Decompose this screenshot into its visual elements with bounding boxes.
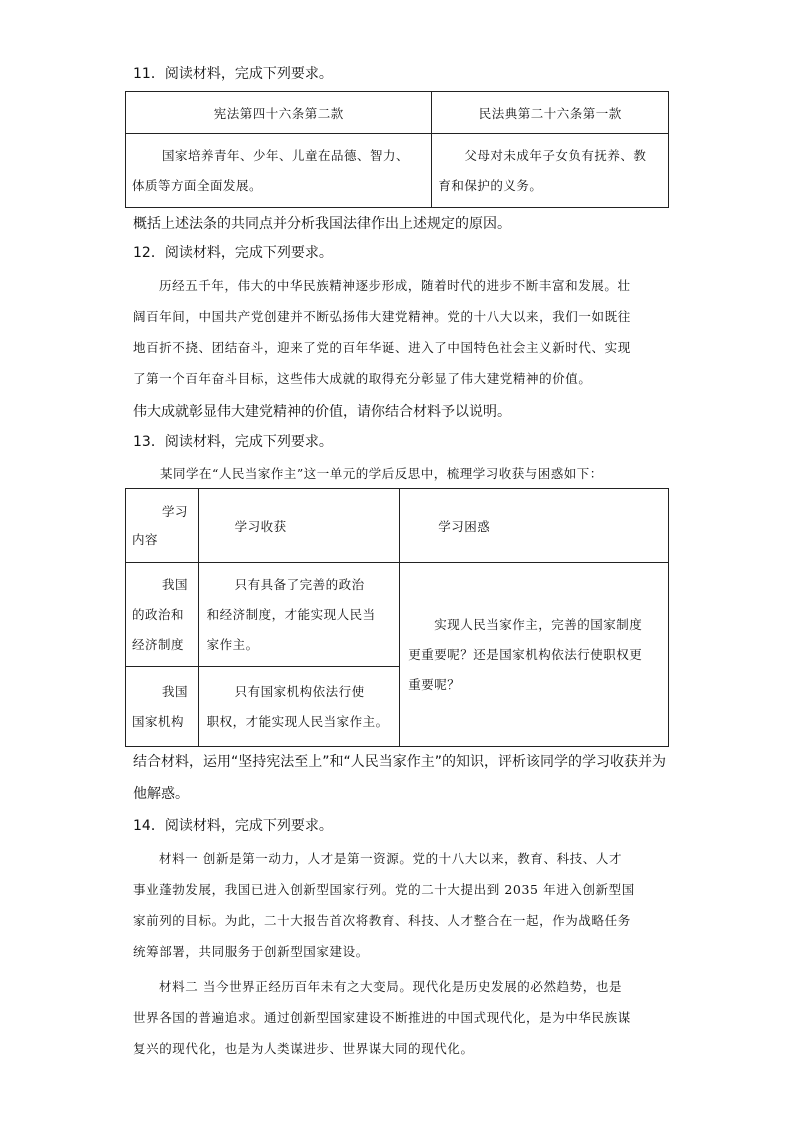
q13-row2-content-line: 我国 <box>162 683 189 699</box>
q13-heading: 13．阅读材料，完成下列要求。 <box>133 434 333 450</box>
q13-doubt-line: 实现人民当家作主，完善的国家制度 <box>434 616 643 632</box>
q12-line: 阔百年间，中国共产党创建并不断弘扬伟大建党精神。党的十八大以来，我们一如既往 <box>133 309 631 324</box>
q13-header-content-line1: 学习 <box>162 503 189 519</box>
q13-question-line2: 他解惑。 <box>133 786 189 802</box>
q13-header-content-line2: 内容 <box>132 531 159 547</box>
q12-line: 地百折不挠、团结奋斗，迎来了党的百年华诞、进入了中国特色社会主义新时代、实现 <box>133 340 631 355</box>
q13-row2-content-line: 国家机构 <box>132 713 185 729</box>
q11-col1-line2: 体质等方面全面发展。 <box>132 177 263 193</box>
q13-row1-content-line: 的政治和 <box>132 606 185 622</box>
q13-header-gain: 学习收获 <box>198 489 400 563</box>
q13-doubt-line: 重要呢？ <box>408 676 461 692</box>
q12-heading: 12．阅读材料，完成下列要求。 <box>133 245 333 261</box>
q13-row2-gain-line: 职权，才能实现人民当家作主。 <box>206 713 389 729</box>
q14-material2-line: 材料二 当今世界正经历百年未有之大变局。现代化是历史发展的必然趋势，也是 <box>159 979 623 994</box>
q13-row2-gain-line: 只有国家机构依法行使 <box>234 683 365 699</box>
q14-material2 <box>133 971 663 1064</box>
q14-material1-line: 材料一 创新是第一动力，人才是第一资源。党的十八大以来，教育、科技、人才 <box>159 851 623 866</box>
q13-row1-content-line: 我国 <box>162 576 189 592</box>
q13-row1-gain-line: 只有具备了完善的政治 <box>234 576 365 592</box>
q12-line: 了第一个百年奋斗目标，这些伟大成就的取得充分彰显了伟大建党精神的价值。 <box>133 371 592 386</box>
q11-col2-line1: 父母对未成年子女负有抚养、教 <box>464 147 647 163</box>
q13-doubt-cell <box>400 563 669 747</box>
q11-question: 概括上述法条的共同点并分析我国法律作出上述规定的原因。 <box>133 216 511 232</box>
q13-question-line1: 结合材料，运用“坚持宪法至上”和“人民当家作主”的知识，评析该同学的学习收获并为 <box>133 754 667 770</box>
q14-material1-line: 事业蓬勃发展，我国已进入创新型国家行列。党的二十大提出到 2035 年进入创新型国 <box>133 882 635 897</box>
q13-row1-content-line: 经济制度 <box>132 636 185 652</box>
q13-row1-gain <box>198 563 400 667</box>
q13-header-content <box>126 489 199 563</box>
q11-col2-cell <box>432 134 669 208</box>
q11-table <box>125 91 669 208</box>
q12-material <box>133 270 663 394</box>
q11-col1-cell <box>126 134 432 208</box>
q12-question: 伟大成就彰显伟大建党精神的价值，请你结合材料予以说明。 <box>133 404 511 420</box>
q11-col1-header: 宪法第四十六条第二款 <box>126 92 432 134</box>
q12-line: 历经五千年，伟大的中华民族精神逐步形成，随着时代的进步不断丰富和发展。壮 <box>159 278 631 293</box>
q11-heading: 11．阅读材料，完成下列要求。 <box>133 66 333 82</box>
q11-col2-line2: 育和保护的义务。 <box>438 177 543 193</box>
q13-row2-content <box>126 667 199 747</box>
q13-row2-gain <box>198 667 400 747</box>
q13-table <box>125 488 669 747</box>
q14-material1-line: 统筹部署，共同服务于创新型国家建设。 <box>133 944 369 959</box>
q14-material1 <box>133 843 663 967</box>
q14-material2-line: 世界各国的普遍追求。通过创新型国家建设不断推进的中国式现代化，是为中华民族谋 <box>133 1010 631 1025</box>
q14-heading: 14．阅读材料，完成下列要求。 <box>133 818 333 834</box>
q13-row1-gain-line: 家作主。 <box>206 636 259 652</box>
q14-material2-line: 复兴的现代化，也是为人类谋进步、世界谋大同的现代化。 <box>133 1041 474 1056</box>
q13-doubt-line: 更重要呢？还是国家机构依法行使职权更 <box>408 646 643 662</box>
q11-col1-line1: 国家培养青年、少年、儿童在品德、智力、 <box>162 147 410 163</box>
q11-col2-header: 民法典第二十六条第一款 <box>432 92 669 134</box>
q14-material1-line: 家前列的目标。为此，二十大报告首次将教育、科技、人才整合在一起，作为战略任务 <box>133 913 631 928</box>
q13-row1-gain-line: 和经济制度，才能实现人民当 <box>206 606 376 622</box>
q13-header-doubt: 学习困惑 <box>400 489 669 563</box>
q13-row1-content <box>126 563 199 667</box>
q13-intro: 某同学在“人民当家作主”这一单元的学后反思中，梳理学习收获与困惑如下： <box>160 466 603 481</box>
